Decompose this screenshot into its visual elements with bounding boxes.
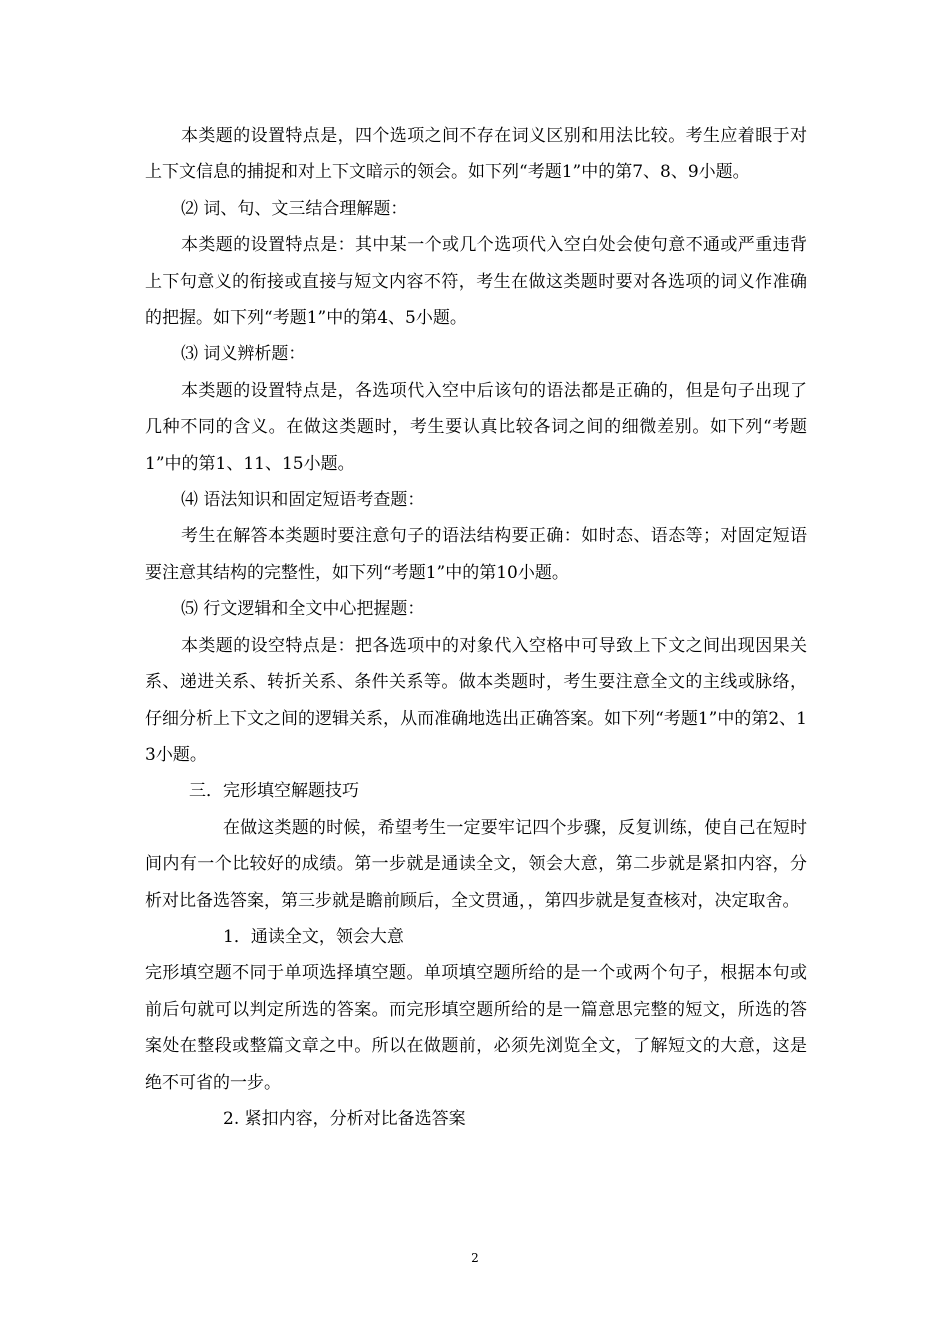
paragraph-type3-description: 本类题的设置特点是，各选项代入空中后该句的语法都是正确的，但是句子出现了几种不同的含义。在做这类题时，考生要认真比较各词之间的细微差别。如下列“考题1”中的第1、11、15小题。 xyxy=(145,380,807,474)
subheading-grammar-phrases: ⑷ 语法知识和固定短语考查题： xyxy=(181,490,425,511)
step1-heading: 1．通读全文，领会大意 xyxy=(223,926,404,947)
paragraph-type4-description: 考生在解答本类题时要注意句子的语法结构要正确：如时态、语态等；对固定短语要注意其结构的完整性，如下列“考题1”中的第10小题。 xyxy=(145,526,807,583)
paragraph-type2-description: 本类题的设置特点是：其中某一个或几个选项代入空白处会使句意不通或严重违背上下句意义的衔接或直接与短文内容不符，考生在做这类题时要对各选项的词义作准确的把握。如下列“考题1”中的第4、5小题。 xyxy=(145,235,807,329)
paragraph-type1-description: 本类题的设置特点是，四个选项之间不存在词义区别和用法比较。考生应着眼于对上下文信息的捕捉和对上下文暗示的领会。如下列“考题1”中的第7、8、9小题。 xyxy=(145,126,807,183)
document-body xyxy=(145,118,807,1137)
subheading-logic-theme: ⑸ 行文逻辑和全文中心把握题： xyxy=(181,599,425,620)
paragraph-step1-description: 完形填空题不同于单项选择填空题。单项填空题所给的是一个或两个句子，根据本句或前后句就可以判定所选的答案。而完形填空题所给的是一篇意思完整的短文，所选的答案处在整段或整篇文章之中。所以在做题前，必须先浏览全文，了解短文的大意，这是绝不可省的一步。 xyxy=(145,963,807,1093)
paragraph-type5-description: 本类题的设空特点是：把各选项中的对象代入空格中可导致上下文之间出现因果关系、递进关系、转折关系、条件关系等。做本类题时，考生要注意全文的主线或脉络，仔细分析上下文之间的逻辑关系，从而准确地选出正确答案。如下列“考题1”中的第2、13小题。 xyxy=(145,635,807,765)
page-number: 2 xyxy=(471,1251,479,1265)
subheading-word-sentence-text: ⑵ 词、句、文三结合理解题： xyxy=(181,198,408,219)
section-heading-techniques: 三．完形填空解题技巧 xyxy=(189,781,359,802)
paragraph-four-steps: 在做这类题的时候，希望考生一定要牢记四个步骤，反复训练，使自己在短时间内有一个比较好的成绩。第一步就是通读全文，领会大意，第二步就是紧扣内容，分析对比备选答案，第三步就是瞻前顾后，全文贯通，，第四步就是复查核对，决定取舍。 xyxy=(145,817,807,911)
step2-heading: 2. 紧扣内容，分析对比备选答案 xyxy=(223,1108,466,1129)
subheading-word-meaning: ⑶ 词义辨析题： xyxy=(181,344,306,365)
